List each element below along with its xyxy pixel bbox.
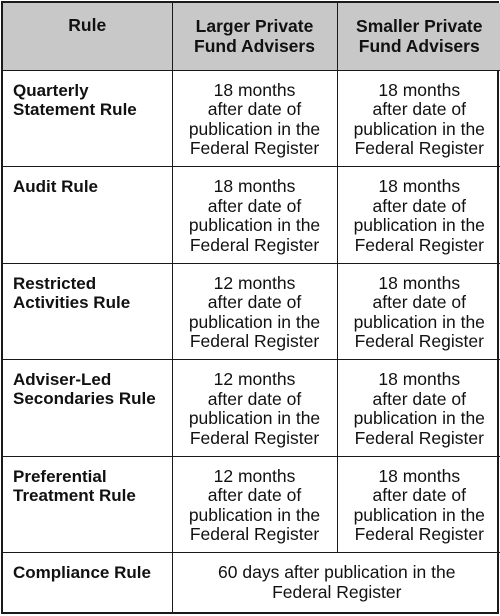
- smaller-deadline-cell: [337, 360, 500, 457]
- deadline-line: Federal Register: [338, 525, 500, 545]
- deadline-line: Federal Register: [338, 236, 500, 256]
- header-smaller-line2: Fund Advisers: [338, 36, 500, 56]
- deadline-line: 18 months: [338, 467, 500, 487]
- larger-deadline-cell: [172, 70, 337, 167]
- deadline-line: Federal Register: [173, 139, 337, 159]
- header-larger-advisers: [172, 3, 337, 70]
- deadline-line: after date of: [338, 390, 500, 410]
- rule-name-line1: Adviser-Led: [13, 370, 162, 389]
- header-larger-line2: Fund Advisers: [173, 36, 337, 56]
- deadline-line: 18 months: [338, 81, 500, 101]
- deadline-line: publication in the: [173, 120, 337, 140]
- table-row: [3, 70, 500, 167]
- deadline-line: Federal Register: [173, 583, 500, 603]
- deadline-line: publication in the: [338, 313, 500, 333]
- deadline-line: 18 months: [173, 81, 337, 101]
- deadline-line: Federal Register: [173, 236, 337, 256]
- deadline-line: after date of: [338, 197, 500, 217]
- larger-deadline-cell: [172, 263, 337, 360]
- deadline-line: after date of: [338, 100, 500, 120]
- compliance-dates-table-frame: [1, 1, 499, 614]
- deadline-line: after date of: [173, 293, 337, 313]
- larger-deadline-cell: [172, 360, 337, 457]
- deadline-line: 18 months: [338, 370, 500, 390]
- rule-name-line2: Activities Rule: [13, 293, 162, 312]
- table-row: [3, 263, 500, 360]
- larger-deadline-cell: [172, 167, 337, 264]
- rule-name-cell: [3, 167, 172, 264]
- deadline-line: publication in the: [173, 313, 337, 333]
- smaller-deadline-cell: [337, 70, 500, 167]
- deadline-line: 18 months: [173, 177, 337, 197]
- deadline-line: after date of: [173, 197, 337, 217]
- table-row: [3, 360, 500, 457]
- deadline-line: publication in the: [173, 216, 337, 236]
- compliance-deadline-cell: [172, 553, 500, 612]
- header-rule: [3, 3, 172, 70]
- deadline-line: Federal Register: [173, 332, 337, 352]
- deadline-line: 60 days after publication in the: [173, 563, 500, 583]
- rule-name-line1: Preferential: [13, 467, 162, 486]
- rule-name-line2: Secondaries Rule: [13, 389, 162, 408]
- rule-name-line1: Audit Rule: [13, 177, 162, 196]
- smaller-deadline-cell: [337, 263, 500, 360]
- deadline-line: Federal Register: [338, 429, 500, 449]
- rule-name-cell: [3, 553, 172, 612]
- rule-name-line1: Quarterly: [13, 81, 162, 100]
- deadline-line: publication in the: [338, 120, 500, 140]
- deadline-line: publication in the: [173, 506, 337, 526]
- deadline-line: after date of: [173, 390, 337, 410]
- deadline-line: publication in the: [338, 506, 500, 526]
- deadline-line: after date of: [173, 100, 337, 120]
- deadline-line: Federal Register: [338, 332, 500, 352]
- deadline-line: publication in the: [173, 409, 337, 429]
- deadline-line: after date of: [338, 293, 500, 313]
- rule-name-line2: Statement Rule: [13, 100, 162, 119]
- smaller-deadline-cell: [337, 167, 500, 264]
- header-smaller-line1: Smaller Private: [338, 16, 500, 36]
- smaller-deadline-cell: [337, 456, 500, 553]
- table-row-compliance: [3, 553, 500, 612]
- rule-name-cell: [3, 263, 172, 360]
- deadline-line: 18 months: [338, 177, 500, 197]
- deadline-line: 18 months: [338, 274, 500, 294]
- header-rule-label: Rule: [68, 15, 106, 35]
- deadline-line: publication in the: [338, 409, 500, 429]
- table-header-row: [3, 3, 500, 70]
- deadline-line: 12 months: [173, 467, 337, 487]
- deadline-line: after date of: [338, 486, 500, 506]
- deadline-line: 12 months: [173, 370, 337, 390]
- deadline-line: after date of: [173, 486, 337, 506]
- rule-name-cell: [3, 70, 172, 167]
- larger-deadline-cell: [172, 456, 337, 553]
- deadline-line: Federal Register: [338, 139, 500, 159]
- deadline-line: 12 months: [173, 274, 337, 294]
- deadline-line: Federal Register: [173, 525, 337, 545]
- rule-name-compliance: Compliance Rule: [13, 563, 151, 582]
- rule-name-cell: [3, 456, 172, 553]
- rule-name-line1: Restricted: [13, 274, 162, 293]
- header-larger-line1: Larger Private: [173, 16, 337, 36]
- rule-name-line2: Treatment Rule: [13, 486, 162, 505]
- table-row: [3, 456, 500, 553]
- deadline-line: publication in the: [338, 216, 500, 236]
- header-smaller-advisers: [337, 3, 500, 70]
- compliance-dates-table: [3, 3, 500, 612]
- deadline-line: Federal Register: [173, 429, 337, 449]
- rule-name-cell: [3, 360, 172, 457]
- table-row: [3, 167, 500, 264]
